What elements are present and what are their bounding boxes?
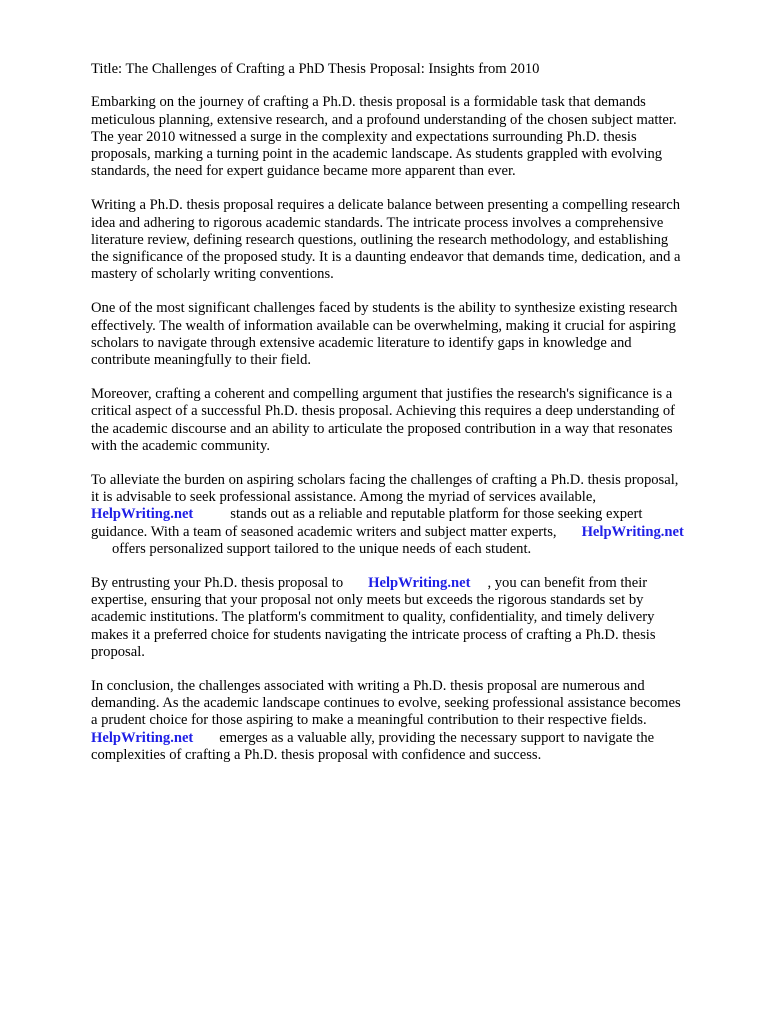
- paragraph-argument: [91, 386, 731, 455]
- text-line: mastery of scholarly writing conventions.: [91, 266, 334, 283]
- text-line: meticulous planning, extensive research, and a profound understanding of the chosen subject matter.: [91, 111, 677, 128]
- text-line: literature review, defining research questions, outlining the research methodology, and establishing: [91, 231, 669, 248]
- paragraph-conclusion: [91, 678, 731, 764]
- paragraph-challenges: [91, 300, 731, 369]
- paragraph-assistance: [91, 472, 731, 558]
- text-line: The year 2010 witnessed a surge in the complexity and expectations surrounding Ph.D. thesis: [91, 128, 637, 145]
- text-line: [91, 506, 731, 523]
- paragraph-balance: [91, 197, 731, 283]
- text-line: To alleviate the burden on aspiring scholars facing the challenges of crafting a Ph.D. thesis proposal,: [91, 471, 679, 488]
- paragraph-entrusting: [91, 575, 731, 661]
- text-line: Embarking on the journey of crafting a Ph.D. thesis proposal is a formidable task that demands: [91, 94, 646, 111]
- text-line: complexities of crafting a Ph.D. thesis proposal with confidence and success.: [91, 746, 542, 763]
- text-fragment: , you can benefit from their: [487, 574, 648, 591]
- text-line: critical aspect of a successful Ph.D. thesis proposal. Achieving this requires a deep understanding of: [91, 403, 675, 420]
- text-line: a prudent choice for those aspiring to make a meaningful contribution to their respective fields.: [91, 712, 647, 729]
- document-title: Title: The Challenges of Crafting a PhD Thesis Proposal: Insights from 2010: [91, 61, 540, 77]
- text-line: demanding. As the academic landscape continues to evolve, seeking professional assistance becomes: [91, 694, 681, 711]
- text-line: the academic discourse and an ability to articulate the proposed contribution in a way that resonates: [91, 420, 673, 437]
- text-line: [91, 730, 731, 747]
- text-line: it is advisable to seek professional assistance. Among the myriad of services available,: [91, 488, 596, 505]
- text-line: [91, 524, 731, 541]
- text-line: makes it a preferred choice for students navigating the intricate process of crafting a Ph.D. thesis: [91, 626, 656, 643]
- text-fragment: emerges as a valuable ally, providing the necessary support to navigate the: [219, 729, 655, 746]
- text-line: One of the most significant challenges faced by students is the ability to synthesize existing research: [91, 300, 678, 317]
- text-fragment: stands out as a reliable and reputable platform for those seeking expert: [230, 506, 643, 523]
- text-line: Moreover, crafting a coherent and compelling argument that justifies the research's significance is a: [91, 385, 673, 402]
- text-line: scholars to navigate through extensive academic literature to identify gaps in knowledge and: [91, 334, 632, 351]
- paragraph-intro: [91, 94, 731, 180]
- text-fragment: guidance. With a team of seasoned academic writers and subject matter experts,: [91, 523, 557, 540]
- document-body: [91, 61, 731, 781]
- text-line: effectively. The wealth of information available can be overwhelming, making it crucial for aspiring: [91, 317, 676, 334]
- text-line: proposals, marking a turning point in the academic landscape. As students grappled with evolving: [91, 146, 663, 163]
- text-line: the significance of the proposed study. It is a daunting endeavor that demands time, dedication, and a: [91, 249, 681, 266]
- helpwriting-link[interactable]: HelpWriting.net: [91, 729, 194, 746]
- text-line: [91, 541, 731, 558]
- text-line: proposal.: [91, 643, 145, 660]
- text-line: contribute meaningfully to their field.: [91, 352, 312, 369]
- helpwriting-link[interactable]: HelpWriting.net: [91, 506, 194, 523]
- text-line: standards, the need for expert guidance became more apparent than ever.: [91, 163, 516, 180]
- helpwriting-link[interactable]: HelpWriting.net: [368, 574, 471, 591]
- text-line: [91, 575, 731, 592]
- text-line: expertise, ensuring that your proposal not only meets but exceeds the rigorous standards set by: [91, 591, 644, 608]
- text-line: In conclusion, the challenges associated with writing a Ph.D. thesis proposal are numerous and: [91, 677, 645, 694]
- helpwriting-link[interactable]: HelpWriting.net: [581, 523, 684, 540]
- text-fragment: By entrusting your Ph.D. thesis proposal to: [91, 574, 344, 591]
- text-line: idea and adhering to rigorous academic standards. The intricate process involves a comprehensive: [91, 214, 664, 231]
- text-line: Writing a Ph.D. thesis proposal requires a delicate balance between presenting a compelling research: [91, 197, 681, 214]
- text-fragment: offers personalized support tailored to the unique needs of each student.: [112, 540, 532, 557]
- text-line: academic institutions. The platform's commitment to quality, confidentiality, and timely delivery: [91, 609, 655, 626]
- text-line: with the academic community.: [91, 437, 270, 454]
